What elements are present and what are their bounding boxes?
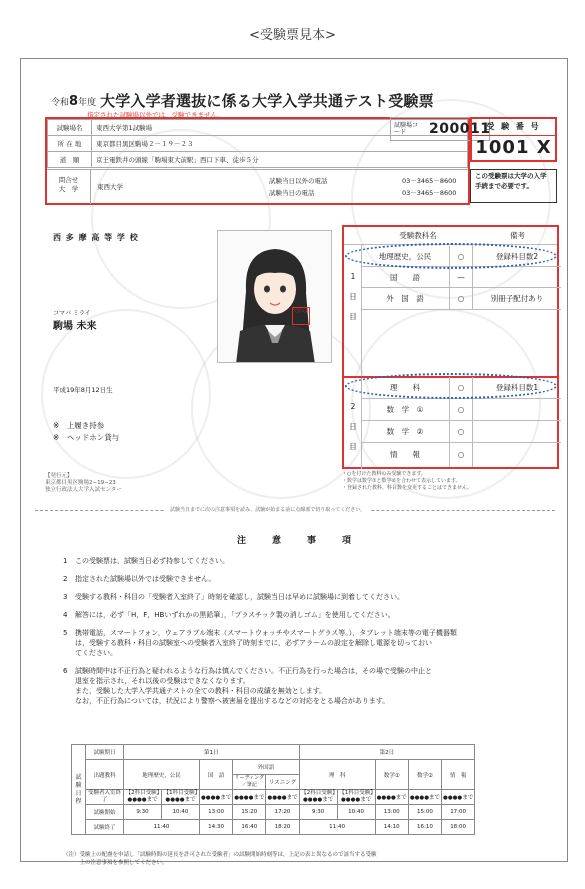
- photo-seal-stamp: 大学入試: [292, 307, 310, 325]
- entry-time: ●●●●まで: [375, 790, 408, 805]
- venue-code-label: 試験場コード: [394, 122, 419, 136]
- cut-instruction: 試験当日までに次の注意事項を読み、試験が始まる前に点線部で切り取ってください。: [164, 506, 371, 513]
- start-time: 10:40: [337, 805, 375, 820]
- subject-name: 国 語: [390, 273, 420, 282]
- exam-number-box: [470, 117, 557, 162]
- subject-header: 外国語: [233, 760, 299, 775]
- schedule-row-subject: [72, 760, 475, 775]
- end-time: 11:40: [124, 820, 200, 835]
- subject-notes: [342, 471, 472, 492]
- subject-column-header: 受験教科名: [399, 231, 437, 240]
- subject-mark: ○: [449, 246, 473, 267]
- directions: 京王電鉄井の頭線「駒場東大前駅」西口下車、徒歩５分: [92, 152, 468, 168]
- day1-header: 第1日: [124, 745, 300, 760]
- headphone-note: ※ ヘッドホン貸与: [53, 433, 120, 442]
- day2-header: 第2日: [299, 745, 475, 760]
- subject-row: [361, 443, 561, 467]
- row-label: 受験者入室終了: [86, 790, 124, 805]
- subject-row: [361, 267, 561, 288]
- item-text: 受験する教科・科目の「受験者入室終了」時刻を確認し，試験当日は早めに試験場に到着してください。: [75, 593, 404, 601]
- schedule-row-entry: [72, 790, 475, 805]
- entry-time: ●●●●まで: [200, 790, 233, 805]
- venue-name: 東西大学第1試験場: [92, 120, 468, 136]
- row-label: 試験終了: [86, 820, 124, 835]
- venue-warning: 指定された試験場以外では、受験できません。: [87, 111, 224, 119]
- page-caption: <受験票見本>: [249, 28, 336, 43]
- entry-time: ●●●●まで: [233, 790, 266, 805]
- notice-item: [63, 666, 513, 706]
- item-text: 携帯電話，スマートフォン，ウェアラブル端末（スマートウォッチやスマートグラス等。），タブレット端末等の電子機器類: [75, 629, 457, 637]
- start-time: 13:00: [375, 805, 408, 820]
- subject-name: 理 科: [390, 383, 420, 392]
- slippers-note: ※ 上履き持参: [53, 421, 105, 430]
- subject-name: 数 学 ②: [386, 427, 424, 436]
- directions-label: 道 順: [48, 152, 92, 168]
- item-text: また，受験した大学入学共通テストの全ての教科・科目の成績を無効とします。: [75, 687, 327, 695]
- notice-item: [63, 592, 513, 602]
- admission-ticket: [20, 58, 568, 866]
- schedule-footnote: [63, 851, 377, 867]
- entry-time: ●●●●まで: [408, 790, 441, 805]
- venue-name-label: 試験場名: [48, 120, 92, 136]
- exam-number: 1001 X: [475, 137, 552, 158]
- item-number: 2: [63, 575, 68, 583]
- schedule-side-label: 試験日程: [72, 745, 86, 835]
- notice-list: [63, 556, 513, 714]
- subject-remark: 登録科目数2: [495, 252, 539, 261]
- subject-mark: ○: [449, 443, 473, 467]
- name-kana: コマバ ミライ: [53, 310, 91, 317]
- entry-time: 【1科目受験】●●●●まで: [162, 790, 200, 805]
- candidate-name: 駒場 未来: [53, 321, 97, 332]
- day1-label: 1日目: [349, 272, 357, 321]
- end-time: 16:40: [233, 820, 266, 835]
- keep-until-enrollment-note: この受験票は大学の入学手続まで必要です。: [470, 169, 557, 203]
- notice-item: [63, 556, 513, 566]
- entry-time: 【1科目受験】●●●●まで: [337, 790, 375, 805]
- phone-other-label: 試験当日以外の電話: [269, 177, 328, 185]
- item-text: てください。: [75, 649, 117, 657]
- schedule-row-start: [72, 805, 475, 820]
- item-text: 試験時間中は不正行為と疑われるような行為は慎んでください。不正行為を行った場合は，その場で受験の中止と: [75, 667, 432, 675]
- address: 東京都目黒区駒場２－１９－２３: [92, 136, 468, 152]
- student-portrait-image: [218, 231, 332, 363]
- notice-item: [63, 628, 513, 658]
- address-label: 所 在 地: [48, 136, 92, 152]
- end-time: 18:00: [442, 820, 475, 835]
- start-time: 9:30: [124, 805, 162, 820]
- date-of-birth: 平成19年8月12日生: [53, 386, 113, 394]
- subject-note: ・○を付けた教科のみ受験できます。: [342, 471, 426, 477]
- subject-header: 情 報: [442, 760, 475, 790]
- item-text: は，受験する教科・科目の試験室への受験者入室終了時刻までに，必ずアラームの設定を解除し電源を切っておい: [75, 639, 432, 647]
- phone-day-label: 試験当日の電話: [269, 189, 315, 197]
- issuer-org: 独立行政法人大学入試センター: [45, 487, 122, 493]
- end-time: 16:10: [408, 820, 441, 835]
- ticket-title: 大学入学者選抜に係る大学入学共通テスト受験票: [100, 92, 434, 110]
- highlight-ellipse: [345, 243, 557, 269]
- day2-label: 2日目: [349, 402, 357, 451]
- remarks-column-header: 備考: [510, 231, 525, 240]
- phone-day: 03－3465－8600: [402, 189, 457, 197]
- subject-name: 数 学 ①: [386, 405, 424, 414]
- item-number: 4: [63, 611, 68, 619]
- subject-remark: 別冊子配付あり: [490, 294, 544, 303]
- start-time: 15:20: [233, 805, 266, 820]
- item-text: 解答には，必ず「H，F，HBいずれかの黒鉛筆」，「プラスチック製の消しゴム」を使用してください。: [75, 611, 395, 619]
- highlight-ellipse: [345, 373, 557, 399]
- subject-row: [361, 421, 561, 443]
- end-time: 14:10: [375, 820, 408, 835]
- reading-header: リーディング／筆記: [234, 775, 265, 788]
- subject-note: ・数学は数学①と数学②を合わせて表示しています。: [342, 478, 461, 484]
- entry-time: 【2科目受験】●●●●まで: [124, 790, 162, 805]
- subject-mark: ○: [449, 377, 473, 399]
- issuer-address: 東京都目黒区駒場2−19−23: [45, 480, 116, 486]
- item-text: この受験票は，試験当日必ず持参してください。: [75, 557, 229, 565]
- end-time: 18:20: [266, 820, 299, 835]
- subject-mark: —: [449, 267, 473, 288]
- item-number: 3: [63, 593, 68, 601]
- subject-header: 数学②: [408, 760, 441, 790]
- high-school-name: 西 多 摩 高 等 学 校: [53, 233, 139, 242]
- subject-mark: ○: [449, 399, 473, 421]
- notice-item: [63, 610, 513, 620]
- subject-mark: ○: [449, 421, 473, 443]
- entry-time: 【2科目受験】●●●●まで: [299, 790, 337, 805]
- candidate-photo: [217, 230, 332, 363]
- notice-item: [63, 574, 513, 584]
- item-text: 指定された試験場以外では受験できません。: [75, 575, 216, 583]
- item-text: なお，不正行為については，状況により警察へ被害届を提出するなどの対応をとる場合があります。: [75, 697, 390, 705]
- entry-time: ●●●●まで: [442, 790, 475, 805]
- subject-header: 国 語: [200, 760, 233, 790]
- subject-mark: ○: [449, 288, 473, 310]
- end-time: 14:30: [200, 820, 233, 835]
- subject-name: 情 報: [390, 450, 420, 459]
- item-number: 5: [63, 629, 68, 637]
- phone-other: 03－3465－8600: [402, 177, 457, 185]
- subject-header: 数学①: [375, 760, 408, 790]
- venue-code: 200011: [429, 121, 491, 137]
- start-time: 13:00: [200, 805, 233, 820]
- item-number: 6: [63, 667, 68, 675]
- listening-header: リスニング: [266, 775, 299, 790]
- item-text: 退室を指示され，それ以後の受験はできなくなります。: [75, 677, 250, 685]
- schedule-row-end: [72, 820, 475, 835]
- issuer-heading: 【発行元】: [45, 473, 73, 479]
- row-label: 試験開始: [86, 805, 124, 820]
- candidate-notes: [53, 420, 119, 444]
- issuer: [45, 473, 122, 494]
- contact-label: 問合せ 大 学: [47, 170, 91, 204]
- subject-name: 外 国 語: [386, 294, 424, 303]
- start-time: 17:20: [266, 805, 299, 820]
- footnote-line: （注）受験上の配慮を申請し「試験時間の延長を許可された受験者」の試験開始時刻等は，上記の表と異なるので該当する受験: [63, 852, 377, 858]
- row-label: 出題教科: [86, 760, 124, 790]
- subject-name: 地理歴史，公民: [378, 252, 432, 261]
- exam-number-label: 受 験 番 号: [472, 119, 555, 136]
- entry-time: ●●●●まで: [266, 790, 299, 805]
- start-time: 9:30: [299, 805, 337, 820]
- notice-title: 注意事項: [236, 536, 377, 546]
- footnote-line: 上の注意事項を参照してください。: [63, 860, 168, 866]
- end-time: 11:40: [299, 820, 375, 835]
- start-time: 17:00: [442, 805, 475, 820]
- fiscal-year: 令和8年度: [51, 94, 97, 109]
- subject-remark: 登録科目数1: [495, 383, 539, 392]
- subject-header: 地理歴史，公民: [124, 760, 200, 790]
- subject-row: [361, 399, 561, 421]
- start-time: 10:40: [162, 805, 200, 820]
- exam-schedule-table: [71, 744, 475, 835]
- subject-note: ・登録された教科、科目数を変更することはできません。: [342, 485, 473, 491]
- contact-university: 東西大学: [97, 183, 123, 191]
- schedule-row-date: [72, 745, 475, 760]
- row-label: 試験期日: [86, 745, 124, 760]
- subject-header: 理 科: [299, 760, 375, 790]
- item-number: 1: [63, 557, 68, 565]
- start-time: 15:00: [408, 805, 441, 820]
- subject-row: [361, 288, 561, 310]
- contact-row: [47, 169, 468, 203]
